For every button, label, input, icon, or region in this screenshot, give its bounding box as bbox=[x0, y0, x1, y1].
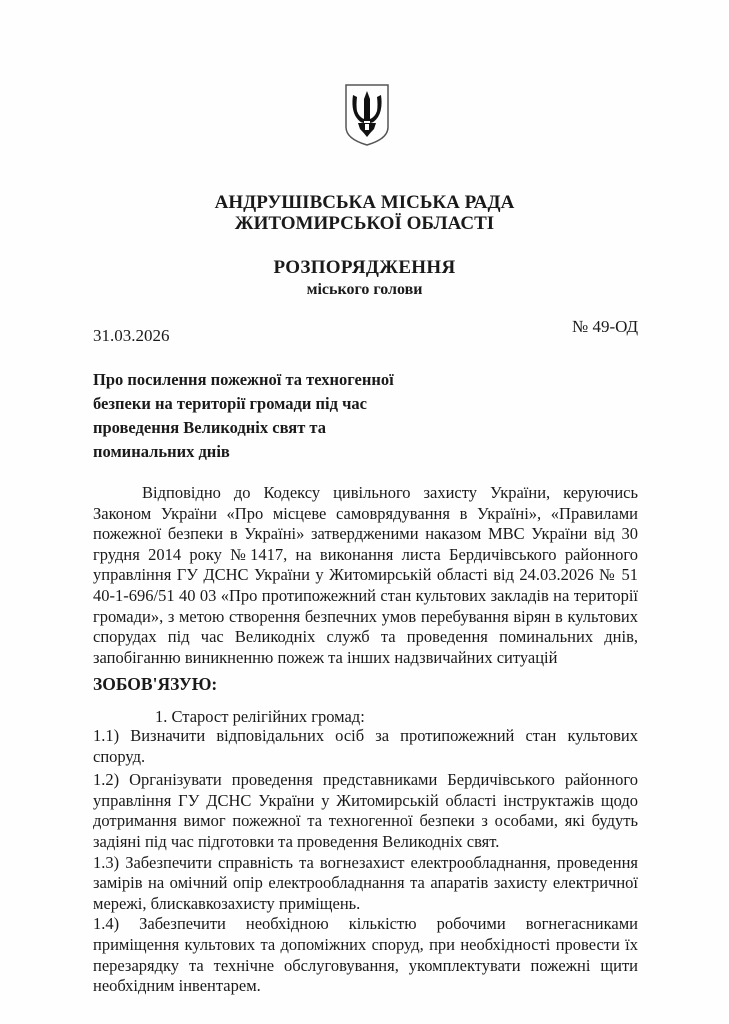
sub-item-1-1 bbox=[93, 726, 638, 767]
preamble-line: 40-1-696/51 40 03 «Про протипожежний стан культових закладів на території bbox=[93, 585, 638, 605]
document-number: № 49-ОД bbox=[572, 317, 639, 336]
preamble-line: пожежної безпеки в Україні» затвердженими наказом МВС України від 30 bbox=[93, 524, 638, 544]
sub-item-line: 1.3) Забезпечити справність та вогнезахист електрообладнання, проведення bbox=[93, 852, 638, 872]
sub-item-line: 1.1) Визначити відповідальних осіб за протипожежний стан культових bbox=[93, 726, 638, 745]
sub-item-line: необхідним інвентарем. bbox=[93, 976, 261, 996]
sub-item-1-3 bbox=[93, 853, 638, 915]
sub-item-line: дотримання вимог пожежної та техногенної безпеки з особами, які будуть bbox=[93, 811, 638, 831]
document-subject bbox=[93, 368, 423, 464]
sub-item-line: 1.2) Організувати проведення представниками Бердичівського районного bbox=[93, 770, 638, 790]
section-1-items bbox=[93, 726, 638, 997]
sub-item-line: задіяні під час підготовки та проведення Великодніх свят. bbox=[93, 831, 500, 851]
subject-line: поминальних днів bbox=[93, 442, 230, 461]
preamble-line: Законом України «Про місцеве самоврядування в Україні», «Правилами bbox=[93, 503, 638, 523]
subject-line: Про посилення пожежної та техногенної bbox=[93, 370, 394, 389]
council-name-line2: ЖИТОМИРСЬКОЇ ОБЛАСТІ bbox=[234, 213, 495, 234]
preamble-paragraph bbox=[93, 483, 638, 668]
preamble-line: управління ГУ ДСНС України у Житомирській області від 24.03.2026 № 51 bbox=[93, 565, 638, 585]
sub-item-line: споруд. bbox=[93, 746, 146, 766]
preamble-line: спорудах під час Великодніх служб та проведення поминальних днів, bbox=[93, 627, 638, 647]
sub-item-line: замірів на омічний опір електрообладнання та апаратів захисту електричної bbox=[93, 873, 638, 893]
document-issuer: міського голови bbox=[306, 281, 423, 298]
trident-coat-of-arms-icon bbox=[344, 83, 390, 147]
sub-item-1-2 bbox=[93, 770, 638, 852]
sub-item-1-4 bbox=[93, 914, 638, 996]
preamble-line: запобіганню виникненню пожеж та інших надзвичайних ситуацій bbox=[93, 647, 558, 667]
subject-line: проведення Великодніх свят та bbox=[93, 418, 326, 437]
preamble-line: грудня 2014 року №1417, на виконання листа Бердичівського районного bbox=[93, 544, 638, 564]
document-type: РОЗПОРЯДЖЕННЯ bbox=[273, 257, 456, 278]
preamble-line: Відповідно до Кодексу цивільного захисту України, керуючись bbox=[142, 483, 638, 502]
sub-item-line: приміщення культових та допоміжних споруд, при необхідності провести їх bbox=[93, 934, 638, 954]
obligation-heading: ЗОБОВ'ЯЗУЮ: bbox=[93, 674, 218, 694]
subject-line: безпеки на території громади під час bbox=[93, 394, 367, 413]
council-name-line1: АНДРУШІВСЬКА МІСЬКА РАДА bbox=[214, 192, 515, 213]
sub-item-line: мережі, блискавкозахисту приміщень. bbox=[93, 893, 361, 913]
preamble-line: громади», з метою створення безпечних умов перебування вірян в культових bbox=[93, 606, 638, 626]
sub-item-line: 1.4) Забезпечити необхідною кількістю робочими вогнегасниками bbox=[93, 914, 638, 934]
section-1-title: 1. Старост релігійних громад: bbox=[155, 707, 365, 726]
document-date: 31.03.2026 bbox=[93, 326, 170, 345]
sub-item-line: управління ГУ ДСНС України у Житомирській області інструктажів щодо bbox=[93, 790, 638, 810]
sub-item-line: перезарядку та технічне обслуговування, укомплектувати пожежні щити bbox=[93, 955, 638, 975]
